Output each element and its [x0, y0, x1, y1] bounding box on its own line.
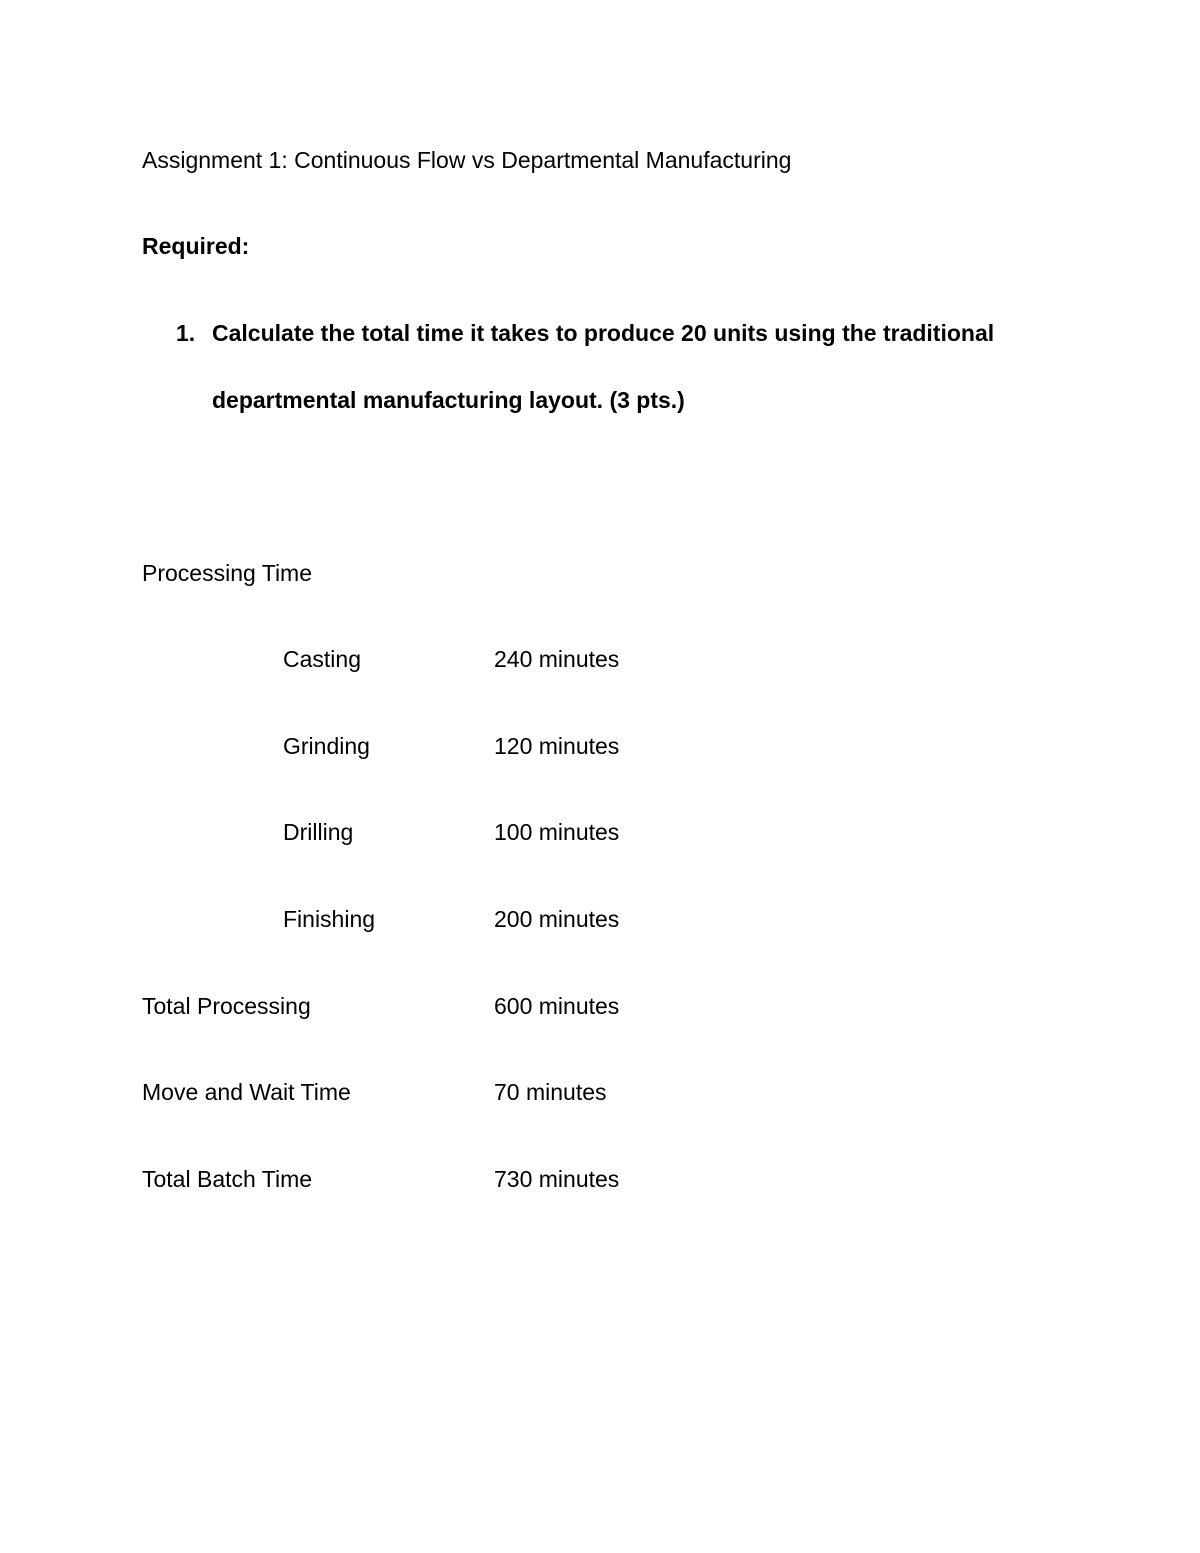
department-name-grinding: Grinding	[283, 733, 370, 759]
question-text-line1: Calculate the total time it takes to produce 20 units using the traditional	[212, 320, 995, 346]
department-name-drilling: Drilling	[283, 819, 354, 845]
processing-time-heading: Processing Time	[142, 560, 313, 586]
total-processing-value: 600 minutes	[494, 993, 620, 1019]
question-text-line2: departmental manufacturing layout. (3 pts.)	[212, 387, 685, 413]
question-number: 1.	[176, 320, 196, 346]
total-batch-time-value: 730 minutes	[494, 1166, 620, 1192]
total-processing-label: Total Processing	[142, 993, 311, 1019]
assignment-title: Assignment 1: Continuous Flow vs Departmental Manufacturing	[142, 147, 792, 173]
move-wait-time-value: 70 minutes	[494, 1079, 607, 1105]
department-time-finishing: 200 minutes	[494, 906, 620, 932]
department-time-grinding: 120 minutes	[494, 733, 620, 759]
total-batch-time-label: Total Batch Time	[142, 1166, 313, 1192]
move-wait-time-label: Move and Wait Time	[142, 1079, 351, 1105]
department-time-drilling: 100 minutes	[494, 819, 620, 845]
required-label: Required:	[142, 233, 250, 259]
department-time-casting: 240 minutes	[494, 646, 620, 672]
department-name-casting: Casting	[283, 646, 361, 672]
department-name-finishing: Finishing	[283, 906, 376, 932]
